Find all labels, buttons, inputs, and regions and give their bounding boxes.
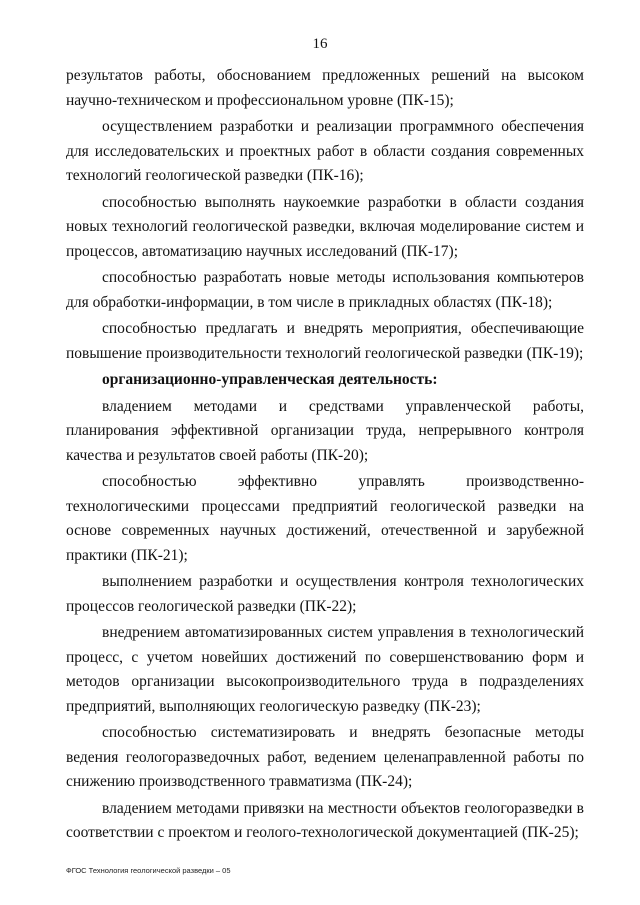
document-body [66, 64, 584, 848]
page-footer: ФГОС Технология геологической разведки – 05 [66, 866, 231, 875]
paragraph-pk15: результатов работы, обоснованием предложенных решений на высоком научно-техническом и профессиональном уровне (ПК-15); [66, 67, 584, 109]
paragraph-pk17: способностью выполнять наукоемкие разработки в области создания новых технологий геологической разведки, включая моделирование систем и процессов, автоматизацию научных исследований (ПК-17); [66, 193, 584, 260]
page-number: 16 [312, 36, 328, 52]
paragraph-pk23: внедрением автоматизированных систем управления в технологический процесс, с учетом новейших достижений по совершенствованию форм и методов организации высокопроизводительного труда в подразделениях предприятий, выполняющих геологическую разведку (ПК-23); [66, 624, 584, 715]
paragraph-pk24: способностью систематизировать и внедрять безопасные методы ведения геологоразведочных работ, ведением целенаправленной работы по снижению производственного травматизма (ПК-24); [66, 724, 584, 790]
paragraph-pk21: способностью эффективно управлять производственно-технологическими процессами предприятий геологической разведки на основе современных научных достижений, отечественной и зарубежной практики (ПК-21); [66, 473, 584, 564]
paragraph-pk18: способностью разработать новые методы использования компьютеров для обработки-информации, в том числе в прикладных областях (ПК-18); [66, 269, 584, 311]
paragraph-pk20: владением методами и средствами управленческой работы, планирования эффективной организации труда, непрерывного контроля качества и результатов своей работы (ПК-20); [66, 397, 584, 464]
section-heading: организационно-управленческая деятельность: [102, 371, 438, 388]
paragraph-pk25: владением методами привязки на местности объектов геологоразведки в соответствии с проектом и геолого-технологической документацией (ПК-25); [66, 799, 584, 841]
paragraph-pk19: способностью предлагать и внедрять мероприятия, обеспечивающие повышение производительности технологий геологической разведки (ПК-19); [66, 320, 584, 362]
paragraph-pk22: выполнением разработки и осуществления контроля технологических процессов геологической разведки (ПК-22); [66, 573, 584, 615]
paragraph-pk16: осуществлением разработки и реализации программного обеспечения для исследовательских и проектных работ в области создания современных технологий геологической разведки (ПК-16); [66, 118, 584, 184]
